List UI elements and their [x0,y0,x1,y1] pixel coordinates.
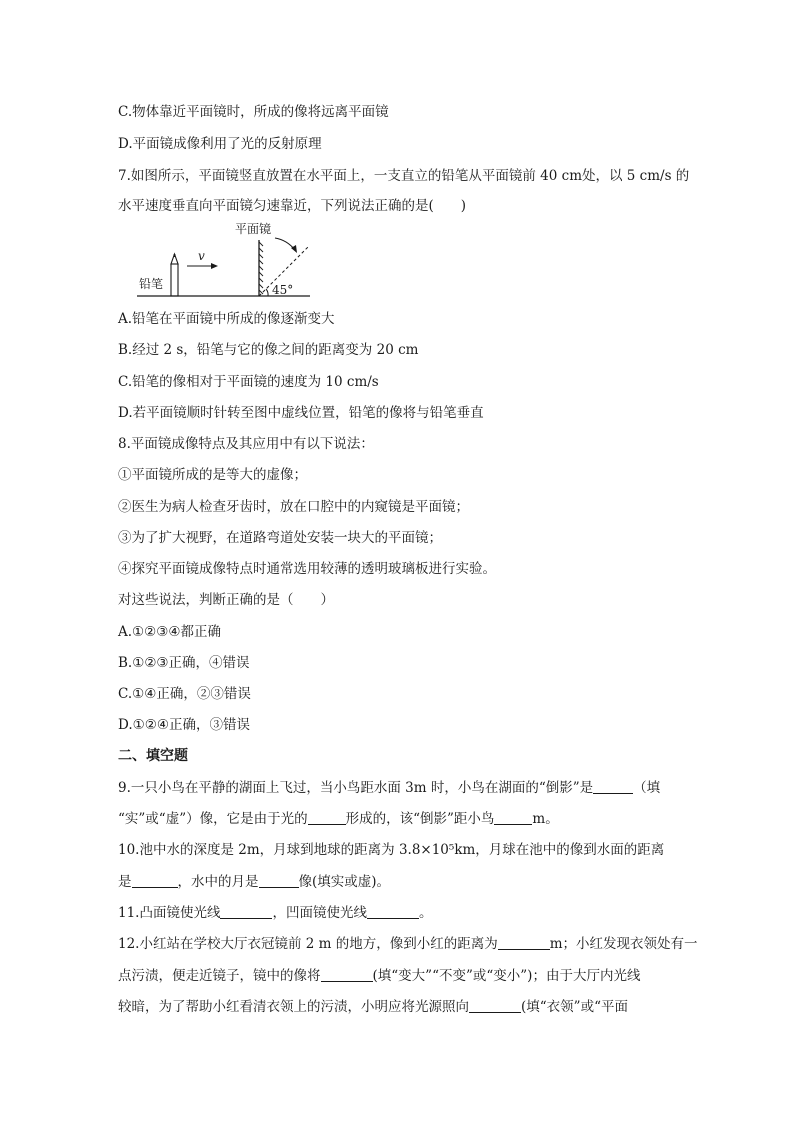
q9-line1 [118,778,698,798]
q10-text-4: 像(填实或虚)。 [298,874,391,890]
q8-option-d: D.①②④正确，③错误 [118,717,250,733]
q8-question: 对这些说法，判断正确的是（ ） [118,592,334,608]
q6-option-c: C.物体靠近平面镜时，所成的像将远离平面镜 [118,104,389,120]
q8-option-a: A.①②③④都正确 [118,624,221,640]
q9-line2 [118,809,698,829]
velocity-label: v [198,249,205,263]
q8-statement-1: ①平面镜所成的是等大的虚像； [118,467,307,483]
rotation-arrow [275,238,297,253]
q9-blank-3[interactable] [494,810,532,825]
angle-label: 45° [272,283,294,297]
mirror-pencil-diagram [135,220,325,300]
q10-line1: 10.池中水的深度是 2m，月球到地球的距离为 3.8×10⁵km，月球在池中的像到水面的距离 [118,842,665,858]
q9-blank-1[interactable] [593,779,633,794]
q9-text-2: （填 [633,780,661,796]
q12-text-3: 点污渍，便走近镜子，镜中的像将 [118,968,321,984]
q8-statement-4: ④探究平面镜成像特点时通常选用较薄的透明玻璃板进行实验。 [118,561,496,577]
pencil-icon [171,254,178,296]
q8-statement-3: ③为了扩大视野，在道路弯道处安装一块大的平面镜； [118,530,442,546]
q12-line1 [118,934,698,954]
q12-line2 [118,966,698,986]
q12-text-1: 12.小红站在学校大厅衣冠镜前 2 m 的地方，像到小红的距离为 [118,936,498,952]
q12-text-4: (填“变大”“不变”或“变小”)；由于大厅内光线 [372,968,641,984]
q11-blank-2[interactable] [367,904,419,919]
q9-text-4: 形成的，该“倒影”距小鸟 [345,811,495,827]
q9-text-3: “实”或“虚”）像，它是由于光的 [118,811,308,827]
q7-stem-line2: 水平速度垂直向平面镜匀速靠近，下列说法正确的是( ) [118,198,467,214]
mirror-label: 平面镜 [235,222,272,236]
q12-text-5: 较暗，为了帮助小红看清衣领上的污渍，小明应将光源照向 [118,999,469,1015]
q7-stem-line1: 7.如图所示，平面镜竖直放置在水平面上，一支直立的铅笔从平面镜前 40 cm处，以 5 cm/s 的 [118,168,690,184]
mirror-icon [259,240,263,296]
q12-text-2: m；小红发现衣领处有一 [549,936,698,952]
section-title-fill-in: 二、填空题 [118,748,188,764]
angle-arc [266,289,268,296]
q11-blank-1[interactable] [220,904,272,919]
q11-text-3: 。 [418,905,433,921]
q12-line3 [118,997,698,1017]
q10-blank-1[interactable] [132,873,178,888]
q10-text-2: 是 [118,874,132,890]
q8-stem: 8.平面镜成像特点及其应用中有以下说法： [118,436,374,452]
q11-text-1: 11.凸面镜使光线 [118,905,221,921]
q12-blank-1[interactable] [498,935,550,950]
q10-blank-2[interactable] [259,873,299,888]
q8-option-c: C.①④正确，②③错误 [118,686,251,702]
q9-text-1: 9.一只小鸟在平静的湖面上飞过，当小鸟距水面 3m 时，小鸟在湖面的“倒影”是 [118,780,594,796]
q8-option-b: B.①②③正确，④错误 [118,655,250,671]
q7-figure [135,220,325,300]
q12-blank-3[interactable] [469,998,521,1013]
q8-statement-2: ②医生为病人检查牙齿时，放在口腔中的内窥镜是平面镜； [118,499,469,515]
q7-option-d: D.若平面镜顺时针转至图中虚线位置，铅笔的像将与铅笔垂直 [118,405,484,421]
q6-option-d: D.平面镜成像利用了光的反射原理 [118,136,322,152]
q9-text-5: m。 [532,811,559,827]
q7-option-c: C.铅笔的像相对于平面镜的速度为 10 cm/s [118,374,379,390]
q7-option-a: A.铅笔在平面镜中所成的像逐渐变大 [118,311,335,327]
q11-text-2: ，凹面镜使光线 [272,905,367,921]
q9-blank-2[interactable] [308,810,346,825]
q12-text-6: (填“衣领”或“平面 [521,999,628,1015]
velocity-arrow [187,263,218,269]
q11-line [118,903,698,923]
q10-line2 [118,872,698,892]
q12-blank-2[interactable] [321,967,373,982]
q7-option-b: B.经过 2 s，铅笔与它的像之间的距离变为 20 cm [118,342,419,358]
q10-text-3: ，水中的月是 [177,874,259,890]
pencil-label: 铅笔 [139,277,164,291]
